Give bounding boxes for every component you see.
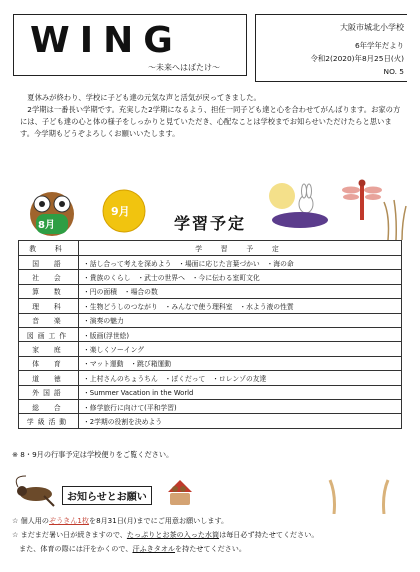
plan-cell: ・2学期の役割を決めよう [79, 414, 402, 428]
table-row [19, 256, 402, 270]
header-subject: 教 科 [19, 241, 79, 256]
table-row [19, 414, 402, 428]
notice-text: また、体育の際には汗をかくので、 [12, 544, 133, 553]
rabbit-moon-icon [262, 178, 330, 230]
notice-item-water-bottle [12, 530, 318, 540]
pampas-grass-icon [380, 196, 410, 240]
subject-cell: 道 徳 [19, 371, 79, 385]
plan-cell: ・上村さんのちょうちん ・ぼくだって ・ロレンゾの友達 [79, 371, 402, 385]
badge-september: 9月 [111, 205, 130, 218]
notice-text: ☆ 個人用の [12, 516, 49, 525]
notice-text: ☆ まだまだ暑い日が続きますので、 [12, 530, 127, 539]
subject-cell: 学級活動 [19, 414, 79, 428]
table-row [19, 356, 402, 370]
dragonfly-icon [342, 176, 382, 222]
table-row [19, 399, 402, 413]
subject-cell: 体 育 [19, 356, 79, 370]
subject-cell: 図画工作 [19, 327, 79, 341]
subject-cell: 理 科 [19, 299, 79, 313]
study-plan-heading: 学習予定 [174, 214, 247, 233]
owl-august-icon [24, 180, 80, 240]
plan-cell: ・演奏の魅力 [79, 313, 402, 327]
school-name: 大阪市城北小学校 [340, 23, 404, 32]
grass-icon [322, 478, 346, 514]
plan-cell: ・円の面積 ・場合の数 [79, 284, 402, 298]
subject-cell: 総 合 [19, 399, 79, 413]
newsletter-type: 6年学年だより [354, 41, 404, 50]
subject-cell: 音 楽 [19, 313, 79, 327]
cricket-icon [14, 474, 58, 508]
table-row [19, 284, 402, 298]
study-plan-table [18, 240, 402, 429]
newsletter-subtitle: ～未来へはばたけ～ [148, 63, 220, 72]
table-row [19, 342, 402, 356]
intro-paragraph: 2学期は一番長い学期です。充実した2学期になるよう、担任一同子ども達と心を合わせてがんばります。お家の方には、子ども達の心と体の様子をしっかりと見ていただき、心配なことは学校までお知らせいただけたらと思います。今学期もどうぞよろしくお願いいたします。 [20, 105, 401, 138]
notice-item-towel [12, 516, 228, 526]
plan-cell: ・生物どうしのつながり ・みんなで使う理科室 ・水よう液の性質 [79, 299, 402, 313]
table-row [19, 385, 402, 399]
plan-cell: ・Summer Vacation in the World [79, 385, 402, 399]
plan-cell: ・貴族のくらし ・武士の世界へ ・今に伝わる室町文化 [79, 270, 402, 284]
issue-number: NO. 5 [383, 67, 404, 76]
table-row [19, 270, 402, 284]
table-row [19, 371, 402, 385]
grass-icon [372, 478, 398, 514]
notice-item-sweat-towel [12, 544, 246, 554]
subject-cell: 家 庭 [19, 342, 79, 356]
table-header-row [19, 241, 402, 256]
intro-paragraph: 夏休みが終わり、学校に子ども達の元気な声と活気が戻ってきました。 [20, 93, 261, 102]
notice-highlight: ぞうきん1枚 [49, 516, 89, 525]
subject-cell: 国 語 [19, 256, 79, 270]
plan-cell: ・話し合って考えを深めよう ・場面に応じた言葉づかい ・海の命 [79, 256, 402, 270]
table-row [19, 313, 402, 327]
schedule-note: ※ 8・9月の行事予定は学校便りをご覧ください。 [12, 450, 174, 459]
newsletter-title: WING [30, 20, 183, 61]
chestnut-basket-icon [166, 478, 194, 508]
intro-text [20, 92, 405, 140]
notice-text: を8月31日(月)までにご用意お願いします。 [88, 516, 229, 525]
notice-text: は毎日必ず持たせてください。 [219, 530, 319, 539]
table-row [19, 299, 402, 313]
plan-cell: ・楽しくソーイング [79, 342, 402, 356]
notice-text: を持たせてください。 [175, 544, 246, 553]
subject-cell: 外国語 [19, 385, 79, 399]
subject-cell: 算 数 [19, 284, 79, 298]
subject-cell: 社 会 [19, 270, 79, 284]
badge-august: 8月 [38, 220, 55, 231]
plan-cell: ・マット運動 ・跳び箱運動 [79, 356, 402, 370]
plan-cell: ・版画(浮世絵) [79, 327, 402, 341]
notice-title: お知らせとお願い [62, 486, 152, 505]
notice-highlight: 汗ふきタオル [132, 544, 176, 553]
notice-highlight: たっぷりとお茶の入った水筒 [126, 530, 220, 539]
table-row [19, 327, 402, 341]
issue-date: 令和2(2020)年8月25日(火) [310, 54, 404, 63]
plan-cell: ・修学旅行に向けて(平和学習) [79, 399, 402, 413]
header-plan: 学 習 予 定 [79, 241, 402, 256]
